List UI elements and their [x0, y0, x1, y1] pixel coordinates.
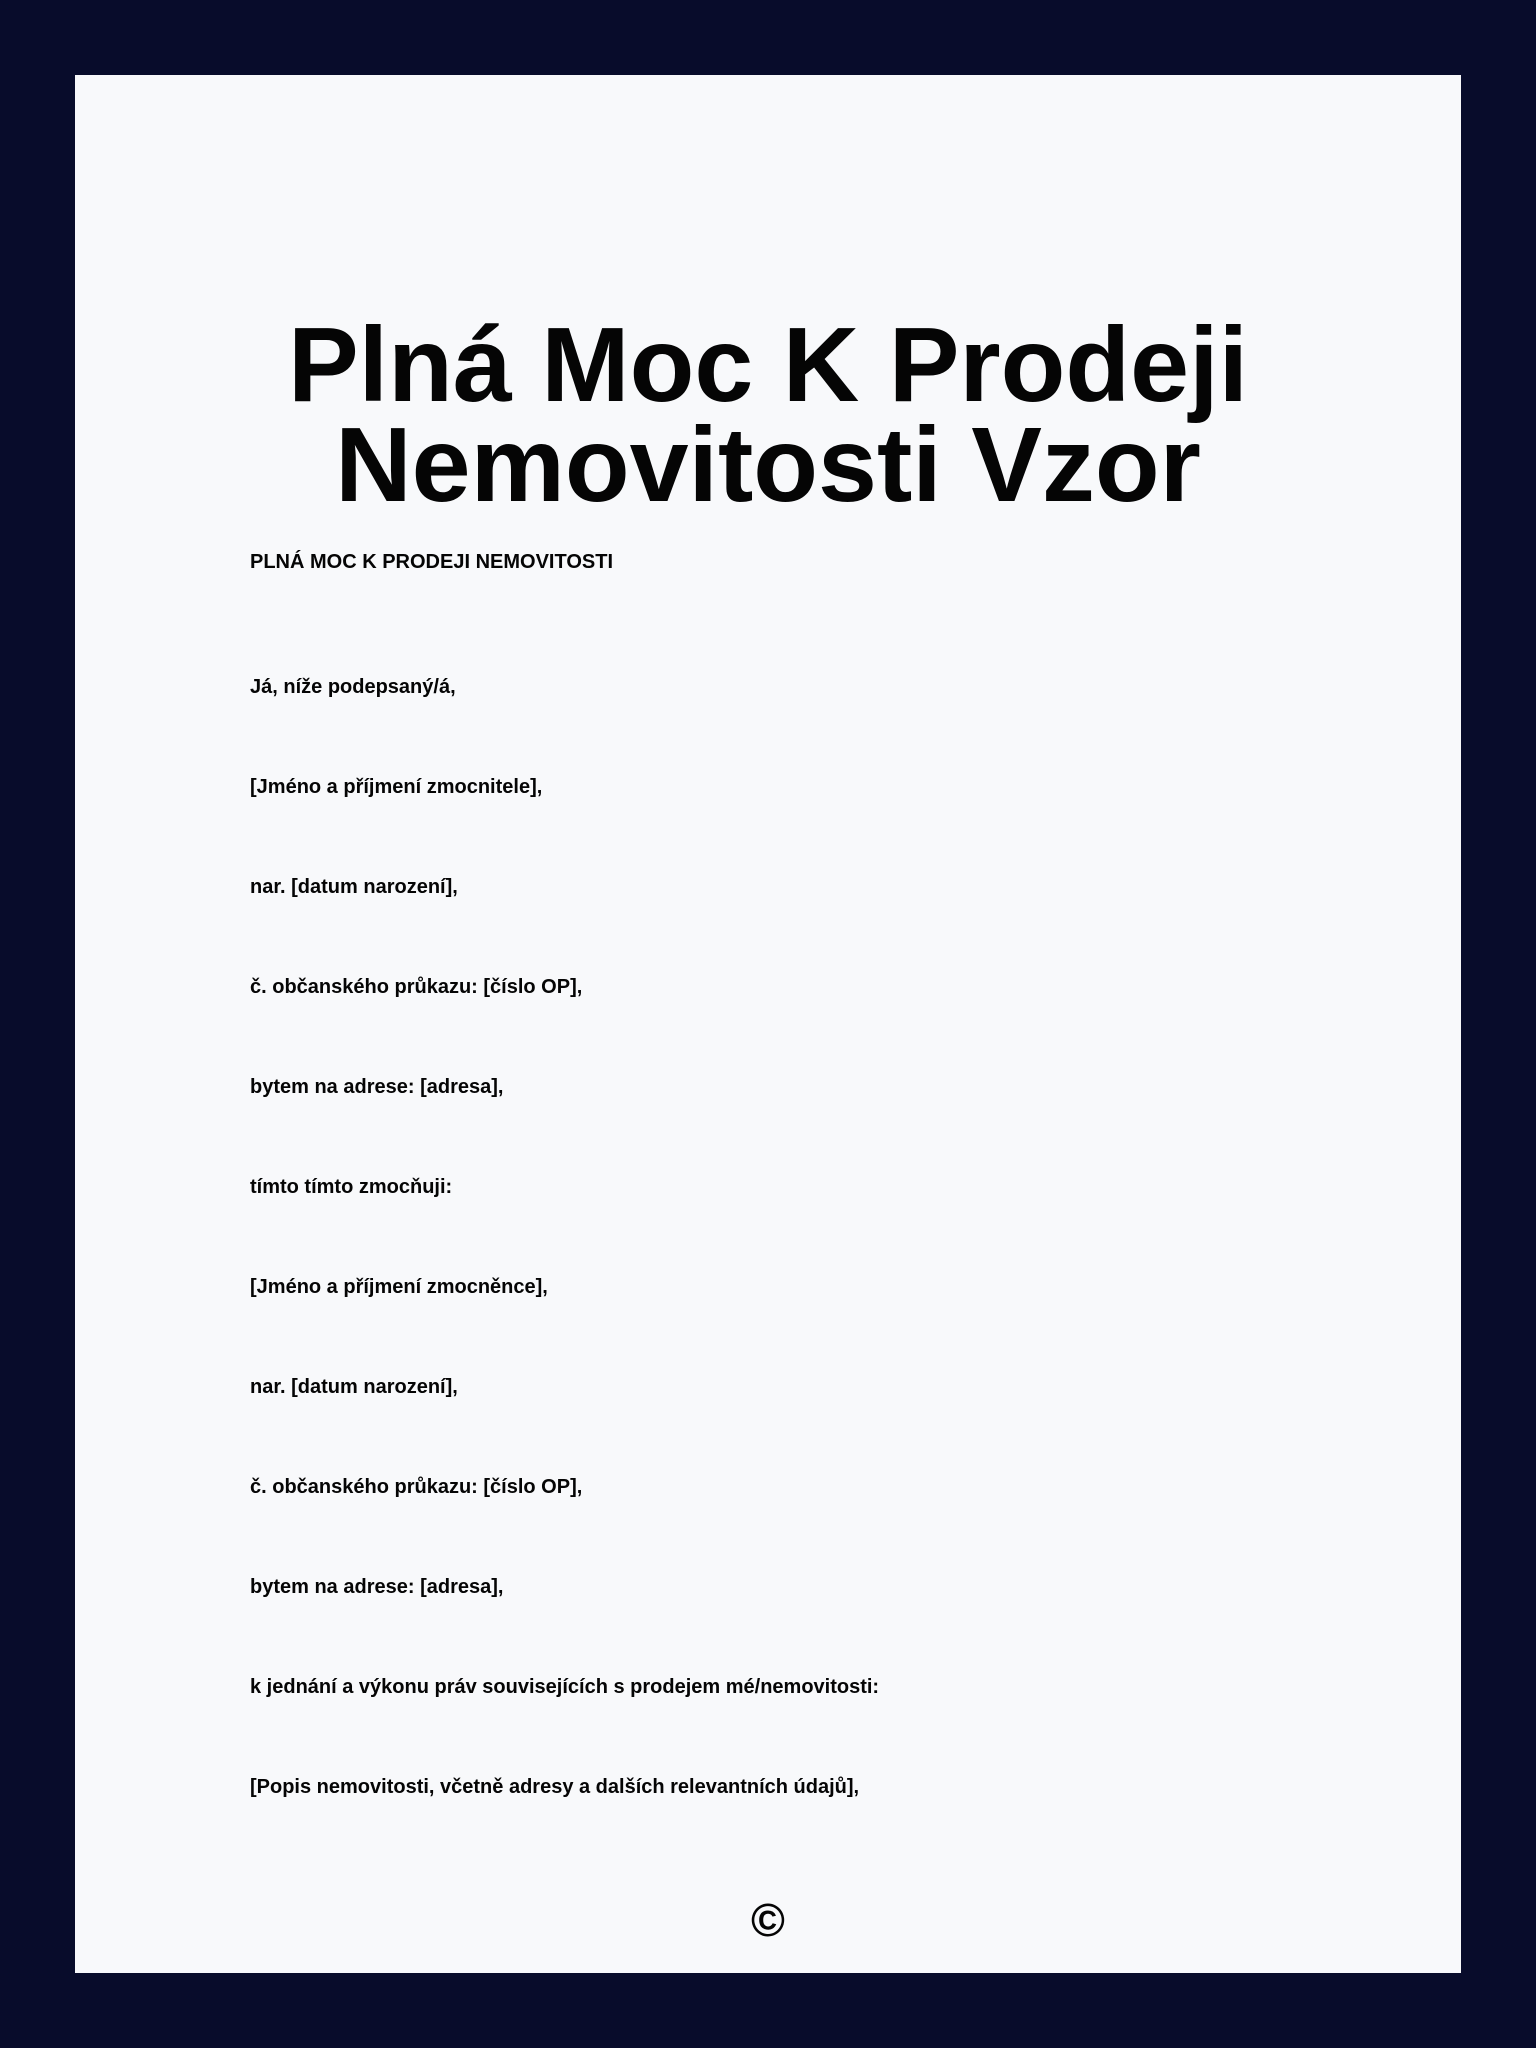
- title-line-2: Nemovitosti Vzor: [335, 406, 1201, 524]
- body-line: [Popis nemovitosti, včetně adresy a dalších relevantních údajů],: [250, 1776, 860, 1798]
- body-line: Já, níže podepsaný/á,: [250, 676, 456, 698]
- body-line: nar. [datum narození],: [250, 876, 458, 898]
- document-body: [250, 675, 879, 1875]
- title-line-1: Plná Moc K Prodeji: [287, 306, 1249, 424]
- body-line: tímto tímto zmocňuji:: [250, 1176, 453, 1198]
- body-line: bytem na adrese: [adresa],: [250, 1576, 504, 1598]
- copyright-icon: ©: [751, 1894, 785, 1946]
- page-title: [75, 306, 1461, 524]
- body-line: [Jméno a příjmení zmocněnce],: [250, 1276, 548, 1298]
- document-heading: PLNÁ MOC K PRODEJI NEMOVITOSTI: [250, 551, 613, 573]
- body-line: č. občanského průkazu: [číslo OP],: [250, 1476, 583, 1498]
- body-line: k jednání a výkonu práv souvisejících s prodejem mé/nemovitosti:: [250, 1676, 880, 1698]
- body-line: nar. [datum narození],: [250, 1376, 458, 1398]
- body-line: bytem na adrese: [adresa],: [250, 1076, 504, 1098]
- body-line: č. občanského průkazu: [číslo OP],: [250, 976, 583, 998]
- document-page: [75, 75, 1461, 1973]
- body-line: [Jméno a příjmení zmocnitele],: [250, 776, 543, 798]
